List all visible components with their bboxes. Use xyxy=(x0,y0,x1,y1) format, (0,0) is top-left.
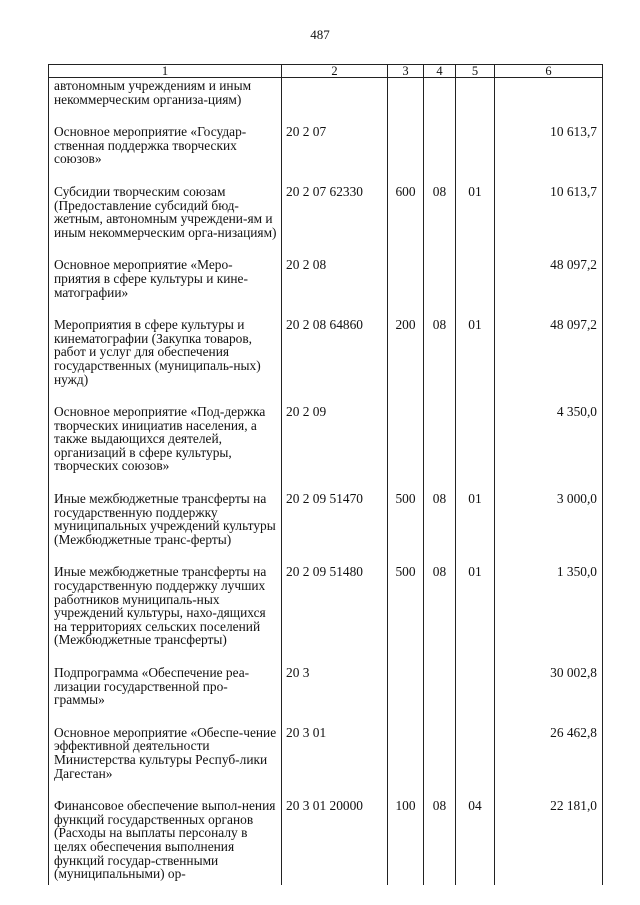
row-code xyxy=(282,78,388,126)
row-pr xyxy=(456,78,495,126)
table-row xyxy=(49,78,603,126)
header-col-4: 4 xyxy=(424,65,456,78)
row-rz: 08 xyxy=(424,185,456,258)
table-row xyxy=(49,726,603,799)
table-row xyxy=(49,258,603,318)
header-col-3: 3 xyxy=(388,65,424,78)
row-sum: 22 181,0 xyxy=(495,799,603,885)
row-code: 20 2 08 xyxy=(282,258,388,318)
row-pr xyxy=(456,726,495,799)
row-rz xyxy=(424,405,456,492)
row-sum: 4 350,0 xyxy=(495,405,603,492)
row-rz xyxy=(424,125,456,185)
row-rz: 08 xyxy=(424,565,456,666)
table-row xyxy=(49,405,603,492)
table-row xyxy=(49,492,603,565)
row-code: 20 3 01 xyxy=(282,726,388,799)
row-rz xyxy=(424,78,456,126)
row-name: Основное мероприятие «Обеспе-чение эффективной деятельности Министерства культуры Респуб-лики Дагестан» xyxy=(49,726,282,799)
header-col-2: 2 xyxy=(282,65,388,78)
row-sum: 1 350,0 xyxy=(495,565,603,666)
row-vr: 100 xyxy=(388,799,424,885)
table-row xyxy=(49,125,603,185)
row-name: Иные межбюджетные трансферты на государственную поддержку муниципальных учреждений культуры (Межбюджетные транс-ферты) xyxy=(49,492,282,565)
row-code: 20 2 08 64860 xyxy=(282,318,388,405)
table-row xyxy=(49,565,603,666)
header-col-6: 6 xyxy=(495,65,603,78)
row-code: 20 3 xyxy=(282,666,388,726)
row-name: Основное мероприятие «Государ-ственная поддержка творческих союзов» xyxy=(49,125,282,185)
row-code: 20 2 09 51470 xyxy=(282,492,388,565)
row-code: 20 2 07 62330 xyxy=(282,185,388,258)
row-code: 20 2 09 51480 xyxy=(282,565,388,666)
row-rz xyxy=(424,666,456,726)
row-vr xyxy=(388,405,424,492)
row-vr xyxy=(388,258,424,318)
row-sum: 48 097,2 xyxy=(495,318,603,405)
header-row xyxy=(49,65,603,78)
row-vr: 600 xyxy=(388,185,424,258)
row-pr xyxy=(456,125,495,185)
row-sum xyxy=(495,78,603,126)
row-name: Иные межбюджетные трансферты на государственную поддержку лучших работников муниципаль-ных учреждений культуры, нахо-дящихся на территориях сельских поселений (Межбюджетные трансферты) xyxy=(49,565,282,666)
row-code: 20 3 01 20000 xyxy=(282,799,388,885)
row-name: Мероприятия в сфере культуры и кинематографии (Закупка товаров, работ и услуг для обеспечения государственных (муниципаль-ных) нужд) xyxy=(49,318,282,405)
row-pr: 01 xyxy=(456,185,495,258)
row-rz: 08 xyxy=(424,799,456,885)
row-name: Финансовое обеспечение выпол-нения функций государственных органов (Расходы на выплаты персоналу в целях обеспечения выполнения функций государ-ственными (муниципальными) ор- xyxy=(49,799,282,885)
row-sum: 10 613,7 xyxy=(495,185,603,258)
row-rz xyxy=(424,726,456,799)
row-sum: 3 000,0 xyxy=(495,492,603,565)
row-pr: 01 xyxy=(456,492,495,565)
row-name: автономным учреждениям и иным некоммерческим организа-циям) xyxy=(49,78,282,126)
table-row xyxy=(49,666,603,726)
table-row xyxy=(49,318,603,405)
budget-table xyxy=(48,64,603,885)
row-pr: 04 xyxy=(456,799,495,885)
row-vr xyxy=(388,125,424,185)
row-pr xyxy=(456,666,495,726)
row-vr: 500 xyxy=(388,565,424,666)
row-code: 20 2 07 xyxy=(282,125,388,185)
row-pr xyxy=(456,405,495,492)
header-col-5: 5 xyxy=(456,65,495,78)
row-vr xyxy=(388,726,424,799)
row-pr: 01 xyxy=(456,565,495,666)
row-sum: 30 002,8 xyxy=(495,666,603,726)
header-col-1: 1 xyxy=(49,65,282,78)
row-sum: 48 097,2 xyxy=(495,258,603,318)
row-pr: 01 xyxy=(456,318,495,405)
row-name: Подпрограмма «Обеспечение реа-лизации государственной про-граммы» xyxy=(49,666,282,726)
row-sum: 10 613,7 xyxy=(495,125,603,185)
row-pr xyxy=(456,258,495,318)
table-row xyxy=(49,185,603,258)
row-vr: 500 xyxy=(388,492,424,565)
page-number: 487 xyxy=(310,27,330,42)
row-rz: 08 xyxy=(424,492,456,565)
row-vr xyxy=(388,78,424,126)
row-rz xyxy=(424,258,456,318)
table-row xyxy=(49,799,603,885)
row-name: Основное мероприятие «Под-держка творческих инициатив населения, а также выдающихся деятелей, организаций в сфере культуры, творческих союзов» xyxy=(49,405,282,492)
row-sum: 26 462,8 xyxy=(495,726,603,799)
row-name: Субсидии творческим союзам (Предоставление субсидий бюд-жетным, автономным учреждени-ям и иным некоммерческим орга-низациям) xyxy=(49,185,282,258)
row-rz: 08 xyxy=(424,318,456,405)
row-code: 20 2 09 xyxy=(282,405,388,492)
row-vr: 200 xyxy=(388,318,424,405)
row-name: Основное мероприятие «Меро-приятия в сфере культуры и кине-матографии» xyxy=(49,258,282,318)
row-vr xyxy=(388,666,424,726)
